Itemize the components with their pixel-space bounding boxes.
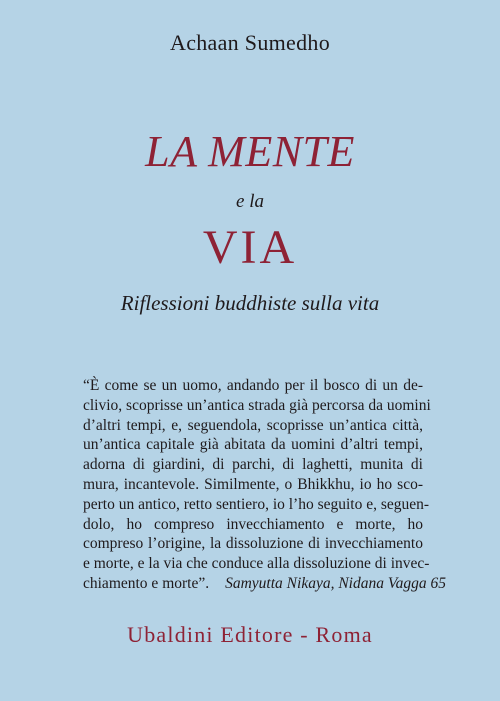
quote-line: dolo, ho compreso invecchiamento e morte, ho (83, 515, 423, 533)
epigraph-quote (83, 376, 446, 594)
quote-line: clivio, scoprisse un’antica strada già percorsa da uomini (83, 396, 431, 414)
publisher: Ubaldini Editore - Roma (127, 622, 373, 647)
title-sub: VIA (202, 221, 298, 274)
quote-source: Samyutta Nikaya, Nidana Vagga 65 (225, 574, 446, 592)
quote-line: compreso l’origine, la dissoluzione di invecchiamento (83, 535, 423, 553)
quote-line: d’altri tempi, e, seguendola, scoprisse un’antica città, (83, 416, 423, 434)
quote-line: perto un antico, retto sentiero, io l’ho seguito e, seguen- (83, 495, 430, 513)
quote-line: mura, incantevole. Similmente, o Bhikkhu, io ho sco- (83, 475, 423, 493)
quote-last-line (83, 574, 446, 594)
title-main: LA MENTE (145, 127, 355, 176)
title-connector: e la (236, 191, 264, 212)
author-name: Achaan Sumedho (170, 30, 330, 55)
quote-line: “È come se un uomo, andando per il bosco di un de- (83, 377, 423, 394)
subtitle: Riflessioni buddhiste sulla vita (120, 291, 380, 315)
quote-line: chiamento e morte”. (83, 574, 210, 592)
quote-line: e morte, e la via che conduce alla dissoluzione di invec- (83, 555, 430, 573)
quote-line: adorna di giardini, di parchi, di laghetti, munita di (83, 456, 423, 474)
quote-line: un’antica capitale già abitata da uomini d’altri tempi, (83, 436, 423, 454)
